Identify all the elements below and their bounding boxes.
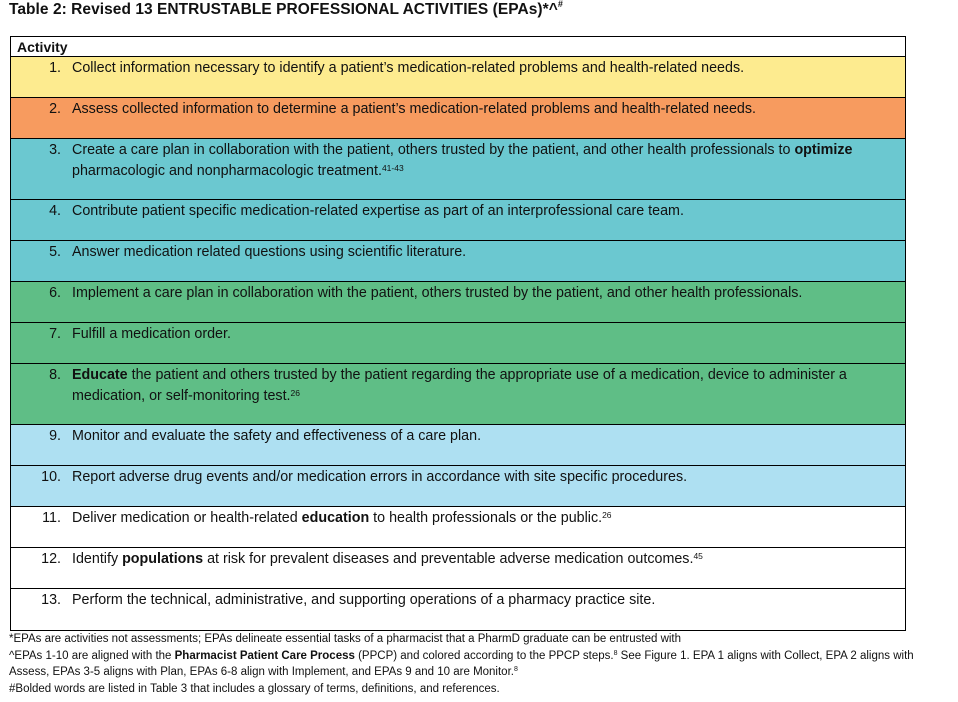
table-row bbox=[11, 323, 905, 364]
row-activity-text bbox=[72, 467, 895, 488]
row-text-citation: 26 bbox=[290, 388, 300, 398]
footnote-2-bold: Pharmacist Patient Care Process bbox=[174, 649, 355, 662]
row-activity-text bbox=[72, 508, 895, 529]
footnote-2-part-a: ^EPAs 1-10 are aligned with the bbox=[9, 649, 175, 662]
row-activity-text bbox=[72, 99, 895, 120]
row-text-pre: Assess collected information to determine a patient’s medication-related problems and health-related needs. bbox=[72, 101, 756, 117]
row-number: 5. bbox=[49, 244, 61, 260]
row-text-post: the patient and others trusted by the patient regarding the appropriate use of a medication, device to administer a medication, or self-monitoring test. bbox=[72, 367, 847, 404]
row-text-bold-term: Educate bbox=[72, 367, 128, 383]
row-text-pre: Contribute patient specific medication-related expertise as part of an interprofessional care team. bbox=[72, 203, 684, 219]
table-row bbox=[11, 282, 905, 323]
row-number: 9. bbox=[49, 428, 61, 444]
row-activity-text bbox=[72, 242, 895, 263]
footnotes bbox=[9, 631, 957, 698]
table-row bbox=[11, 507, 905, 548]
row-activity-text bbox=[72, 590, 895, 611]
row-text-pre: Identify bbox=[72, 551, 123, 567]
row-activity-text bbox=[72, 58, 895, 79]
row-number: 7. bbox=[49, 326, 61, 342]
table-title-text: Table 2: Revised 13 ENTRUSTABLE PROFESSIONAL ACTIVITIES (EPAs)*^ bbox=[9, 1, 558, 18]
row-text-pre: Monitor and evaluate the safety and effectiveness of a care plan. bbox=[72, 428, 482, 444]
row-text-post: pharmacologic and nonpharmacologic treatment. bbox=[72, 163, 382, 179]
footnote-2-part-d: See Figure 1. EPA 1 aligns with Collect, EPA 2 aligns with bbox=[617, 649, 914, 662]
row-number: 8. bbox=[49, 367, 61, 383]
row-activity-text bbox=[72, 426, 895, 447]
row-number: 12. bbox=[41, 551, 61, 567]
table-row bbox=[11, 139, 905, 200]
row-text-citation: 45 bbox=[693, 551, 703, 561]
row-activity-text bbox=[72, 283, 895, 304]
row-number: 6. bbox=[49, 285, 61, 301]
row-text-pre: Report adverse drug events and/or medication errors in accordance with site specific procedures. bbox=[72, 469, 688, 485]
table-row bbox=[11, 589, 905, 630]
table-row bbox=[11, 364, 905, 425]
row-text-pre: Deliver medication or health-related bbox=[72, 510, 302, 526]
row-text-post: to health professionals or the public. bbox=[369, 510, 603, 526]
row-number: 10. bbox=[41, 469, 61, 485]
row-number: 2. bbox=[49, 101, 61, 117]
row-text-pre: Fulfill a medication order. bbox=[72, 326, 231, 342]
table-row bbox=[11, 200, 905, 241]
row-activity-text bbox=[72, 140, 895, 182]
table-row bbox=[11, 548, 905, 589]
row-text-pre: Answer medication related questions using scientific literature. bbox=[72, 244, 467, 260]
row-text-pre: Collect information necessary to identify a patient’s medication-related problems and health-related needs. bbox=[72, 60, 745, 76]
row-activity-text bbox=[72, 201, 895, 222]
row-text-pre: Implement a care plan in collaboration with the patient, others trusted by the patient, and other health professionals. bbox=[72, 285, 803, 301]
row-text-bold-term: populations bbox=[122, 551, 204, 567]
table-title-sup: # bbox=[557, 0, 563, 9]
epa-table bbox=[10, 36, 906, 631]
footnote-3-text: Assess, EPAs 3-5 aligns with Plan, EPAs 6-8 align with Implement, and EPAs 9 and 10 are Monitor. bbox=[9, 666, 514, 679]
row-text-bold-term: optimize bbox=[794, 142, 853, 158]
row-number: 13. bbox=[41, 592, 61, 608]
row-text-post: at risk for prevalent diseases and preventable adverse medication outcomes. bbox=[203, 551, 694, 567]
footnote-2 bbox=[9, 648, 957, 665]
row-text-citation: 41-43 bbox=[381, 163, 404, 173]
table-header-activity: Activity bbox=[11, 37, 905, 57]
row-activity-text bbox=[72, 324, 895, 345]
row-activity-text bbox=[72, 549, 895, 570]
row-number: 4. bbox=[49, 203, 61, 219]
row-number: 11. bbox=[42, 510, 61, 526]
footnote-2-sup: 8 bbox=[613, 649, 618, 657]
table-row bbox=[11, 425, 905, 466]
table-title bbox=[9, 1, 563, 19]
row-number: 1. bbox=[49, 60, 61, 76]
footnote-3 bbox=[9, 664, 957, 681]
footnote-1: *EPAs are activities not assessments; EPAs delineate essential tasks of a pharmacist that a PharmD graduate can be entrusted with bbox=[9, 633, 682, 645]
row-text-citation: 26 bbox=[602, 510, 612, 520]
footnote-4: #Bolded words are listed in Table 3 that includes a glossary of terms, definitions, and references. bbox=[9, 683, 500, 696]
table-row bbox=[11, 98, 905, 139]
row-activity-text bbox=[72, 365, 895, 407]
table-row bbox=[11, 241, 905, 282]
footnote-3-sup: 8 bbox=[513, 666, 518, 674]
row-text-pre: Perform the technical, administrative, and supporting operations of a pharmacy practice site. bbox=[72, 592, 656, 608]
row-number: 3. bbox=[49, 142, 61, 158]
row-text-bold-term: education bbox=[301, 510, 370, 526]
footnote-2-part-c: (PPCP) and colored according to the PPCP steps. bbox=[354, 649, 614, 662]
table-row bbox=[11, 466, 905, 507]
table-body bbox=[11, 57, 905, 630]
table-row bbox=[11, 57, 905, 98]
row-text-pre: Create a care plan in collaboration with the patient, others trusted by the patient, and other health professionals to bbox=[72, 142, 795, 158]
